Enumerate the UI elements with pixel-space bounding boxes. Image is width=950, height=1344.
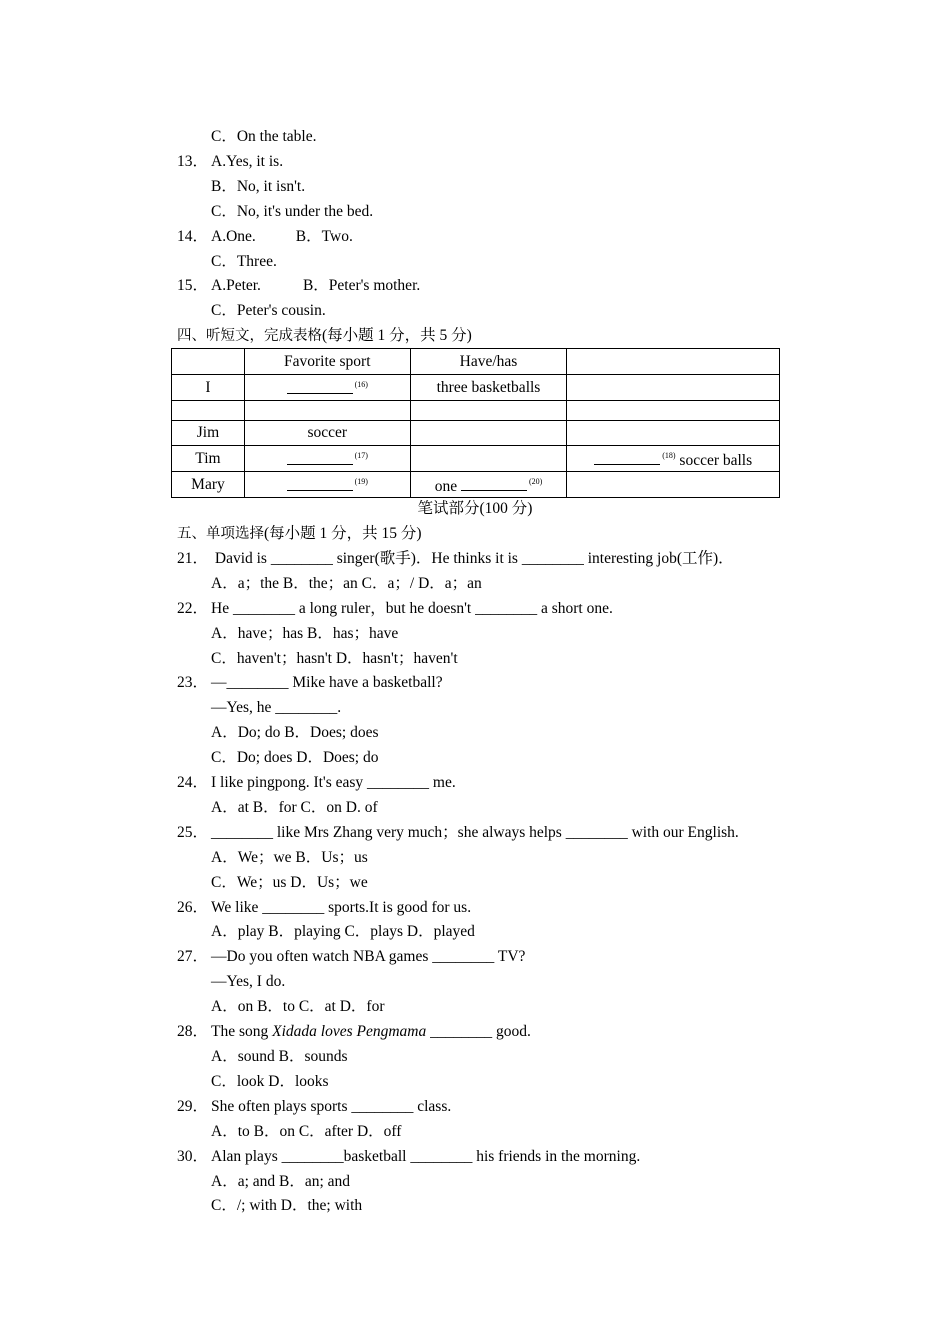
- sport-cell: soccer: [244, 421, 410, 446]
- option-line: A．to B．on C．after D．off: [211, 1123, 402, 1140]
- dialogue-line: —Yes, I do.: [211, 973, 286, 990]
- section4-title: 四、听短文，完成表格: [177, 328, 322, 344]
- option-line: C．Do; does D．Does; do: [211, 749, 379, 766]
- question-24: [177, 773, 456, 793]
- option-line: A．a; and B．an; and: [211, 1173, 351, 1190]
- q15-number: 15．: [177, 277, 209, 294]
- blank-18[interactable]: $^{(18)}$ soccer balls: [567, 446, 780, 472]
- q14-number: 14．: [177, 228, 209, 245]
- row-name: Tim: [172, 446, 245, 472]
- question-23: [177, 673, 443, 693]
- question-number: 26．: [177, 899, 209, 916]
- question-stem: She often plays sports ________ class.: [211, 1098, 452, 1115]
- blank-16[interactable]: (16): [244, 375, 410, 401]
- section5-heading: [177, 524, 422, 544]
- question-stem: David is ________ singer(歌手)．He thinks it is ________ interesting job(工作)．: [211, 550, 734, 567]
- header-cell: [172, 349, 245, 375]
- table-row: [172, 375, 780, 401]
- q13-option-b: B．No, it isn't.: [211, 178, 306, 195]
- question-stem: —________ Mike have a basketball?: [211, 674, 443, 691]
- question-stem: I like pingpong. It's easy ________ me.: [211, 774, 456, 791]
- section5-note: (每小题 1 分，共 15 分): [264, 525, 422, 542]
- q15-option-a: A.Peter.: [211, 277, 261, 294]
- option-line: A．a；the B．the；an C．a；/ D．a；an: [211, 575, 482, 592]
- question-number: 22．: [177, 600, 209, 617]
- question-number: 30．: [177, 1148, 209, 1165]
- row-name: I: [172, 375, 245, 401]
- section4-note: (每小题 1 分，共 5 分): [322, 327, 472, 344]
- question-stem: The song Xidada loves Pengmama ________ good.: [211, 1023, 531, 1040]
- q15-option-c: C．Peter's cousin.: [211, 302, 326, 319]
- blank-19[interactable]: (19): [244, 472, 410, 498]
- table-row: [172, 446, 780, 472]
- question-28: [177, 1022, 531, 1042]
- question-number: 25．: [177, 824, 209, 841]
- blank-20[interactable]: one $^{(20)}$: [410, 472, 567, 498]
- table-row: [172, 472, 780, 498]
- option-line: A．on B．to C．at D．for: [211, 998, 385, 1015]
- question-21: [177, 549, 734, 569]
- option-line: C．We；us D．Us；we: [211, 874, 368, 891]
- q13-number: 13．: [177, 153, 209, 170]
- question-number: 23．: [177, 674, 209, 691]
- question-stem: We like ________ sports.It is good for us.: [211, 899, 472, 916]
- header-have-has: Have/has: [410, 349, 567, 375]
- q14-option-b: B．Two.: [295, 228, 353, 245]
- have-cell: three basketballs: [410, 375, 567, 401]
- option-line: C．/; with D．the; with: [211, 1197, 363, 1214]
- table-row: [172, 421, 780, 446]
- listening-table: [171, 348, 780, 498]
- row-name: Jim: [172, 421, 245, 446]
- question-number: 28．: [177, 1023, 209, 1040]
- question-stem: He ________ a long ruler，but he doesn't ________ a short one.: [211, 600, 613, 617]
- section5-title: 五、单项选择: [177, 526, 264, 542]
- q13-option-a: A.Yes, it is.: [211, 153, 284, 170]
- q12-option-c: C．On the table.: [211, 128, 317, 145]
- question-stem: ________ like Mrs Zhang very much；she always helps ________ with our English.: [211, 824, 739, 841]
- dialogue-line: —Yes, he ________.: [211, 699, 342, 716]
- question-stem: —Do you often watch NBA games ________ TV?: [211, 948, 526, 965]
- question-number: 29．: [177, 1098, 209, 1115]
- option-line: A．Do; do B．Does; does: [211, 724, 379, 741]
- header-favorite-sport: Favorite sport: [244, 349, 410, 375]
- option-line: A．have；has B．has；have: [211, 625, 399, 642]
- question-number: 21．: [177, 550, 209, 567]
- blank-17[interactable]: (17): [244, 446, 410, 472]
- question-29: [177, 1097, 451, 1117]
- question-22: [177, 599, 613, 619]
- question-26: [177, 898, 471, 918]
- q13-option-c: C．No, it's under the bed.: [211, 203, 374, 220]
- option-line: A．sound B．sounds: [211, 1048, 348, 1065]
- header-cell: [567, 349, 780, 375]
- table-header-row: [172, 349, 780, 375]
- q15: [177, 276, 420, 296]
- row-name: Mary: [172, 472, 245, 498]
- question-27: [177, 947, 525, 967]
- option-line: C．haven't；hasn't D．hasn't；haven't: [211, 650, 458, 667]
- question-stem: Alan plays ________basketball ________ his friends in the morning.: [211, 1148, 641, 1165]
- question-number: 27．: [177, 948, 209, 965]
- option-line: A．We；we B．Us；us: [211, 849, 368, 866]
- q13: [177, 152, 283, 172]
- option-line: A．play B．playing C．plays D．played: [211, 923, 475, 940]
- q14-option-a: A.One.: [211, 228, 256, 245]
- q14: [177, 227, 353, 247]
- question-30: [177, 1147, 640, 1167]
- written-part-title: 笔试部分(100 分): [417, 500, 533, 517]
- question-number: 24．: [177, 774, 209, 791]
- q14-option-c: C．Three.: [211, 253, 277, 270]
- option-line: A．at B．for C．on D. of: [211, 799, 378, 816]
- option-line: C．look D．looks: [211, 1073, 329, 1090]
- table-row-empty: [172, 401, 780, 421]
- question-25: [177, 823, 739, 843]
- section4-heading: [177, 326, 472, 346]
- q15-option-b: B．Peter's mother.: [302, 277, 421, 294]
